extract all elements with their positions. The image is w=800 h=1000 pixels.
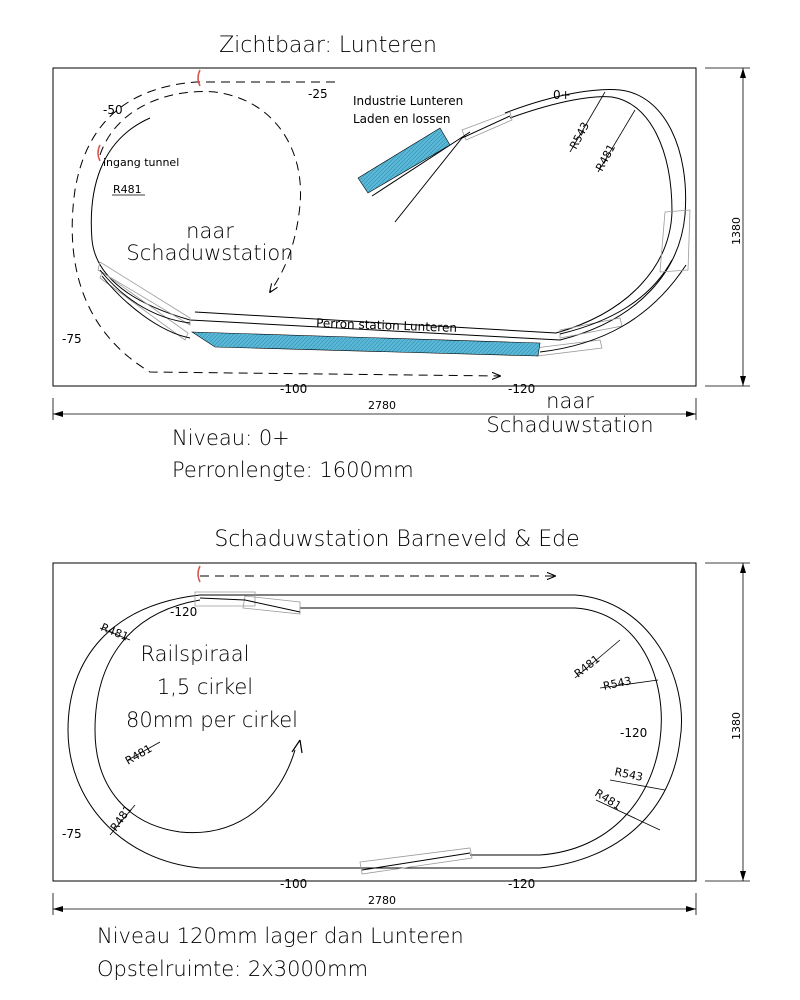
label-minus120-top: -120 — [170, 605, 198, 619]
plan1-title: Zichtbaar: Lunteren — [219, 33, 437, 58]
height-dimension-value-2: 1380 — [730, 712, 743, 740]
industry-subtitle: Laden en lossen — [353, 112, 451, 126]
label-minus25: -25 — [308, 87, 328, 101]
label-tunnel-entrance: ingang tunnel — [103, 156, 180, 169]
platform-label: Perron station Lunteren — [315, 316, 458, 335]
naar2-line1: naar — [546, 389, 594, 413]
height-dimension-line — [705, 68, 750, 386]
switch-right-3 — [660, 210, 690, 272]
entry-marker — [198, 566, 200, 582]
height-dimension-line-2 — [705, 563, 750, 881]
radius-r481: R481 — [593, 142, 619, 174]
radius-r543: R543 — [567, 120, 593, 152]
height-dimension-value: 1380 — [730, 217, 743, 245]
radius-bottomleft: R481 — [107, 802, 135, 834]
main-loop-track — [91, 90, 685, 340]
industry-title: Industrie Lunteren — [353, 94, 464, 108]
plan2-title: Schaduwstation Barneveld & Ede — [214, 527, 580, 552]
industry-branch — [395, 116, 510, 222]
inner-loop-track — [300, 608, 661, 855]
industry-loading-area — [358, 128, 450, 193]
width-dimension-value-2: 2780 — [368, 894, 396, 907]
label-minus50: -50 — [103, 103, 123, 117]
info-storage: Opstelruimte: 2x3000mm — [97, 957, 369, 981]
switch-right-1 — [560, 318, 622, 338]
spiral-label-1: Railspiraal — [140, 642, 250, 666]
radius-right-481-bottom: R481 — [592, 786, 624, 813]
radius-left: R481 — [113, 183, 142, 196]
naar1-line2: Schaduwstation — [126, 241, 294, 265]
switch-left-2 — [100, 272, 188, 340]
radius-spiral-inner: R481 — [123, 742, 155, 768]
label-minus120-bottom: -120 — [508, 877, 536, 891]
label-minus75: -75 — [62, 332, 82, 346]
label-level-0plus: 0+ — [553, 88, 571, 102]
naar2-line2: Schaduwstation — [486, 413, 654, 437]
label-minus100-2: -100 — [280, 877, 308, 891]
radius-right-481-top: R481 — [571, 652, 603, 681]
info-level: Niveau: 0+ — [172, 426, 290, 450]
info-platform-length: Perronlengte: 1600mm — [172, 458, 414, 482]
plan-shadow-station — [53, 527, 750, 981]
label-minus120: -120 — [508, 382, 536, 396]
radius-topleft: R481 — [98, 620, 131, 644]
tunnel-marker-top — [198, 70, 200, 86]
plan-lunteren — [53, 33, 750, 482]
label-minus120-right: -120 — [620, 726, 648, 740]
switch-bottom-track — [362, 853, 470, 870]
tunnel-marker-left — [98, 145, 100, 161]
spiral-label-2: 1,5 cirkel — [156, 675, 254, 699]
width-dimension-value: 2780 — [368, 399, 396, 412]
label-minus100: -100 — [280, 382, 308, 396]
spiral-arrow-head — [292, 740, 302, 753]
info-level-2: Niveau 120mm lager dan Lunteren — [97, 924, 464, 948]
switch-top-2 — [243, 596, 300, 614]
switch-right-2 — [535, 340, 602, 356]
radius-right-543-bottom: R543 — [613, 765, 645, 784]
spiral-label-3: 80mm per cirkel — [125, 708, 299, 732]
label-minus75-2: -75 — [62, 827, 82, 841]
radius-right-543-top: R543 — [601, 674, 633, 693]
naar1-line1: naar — [186, 219, 234, 243]
